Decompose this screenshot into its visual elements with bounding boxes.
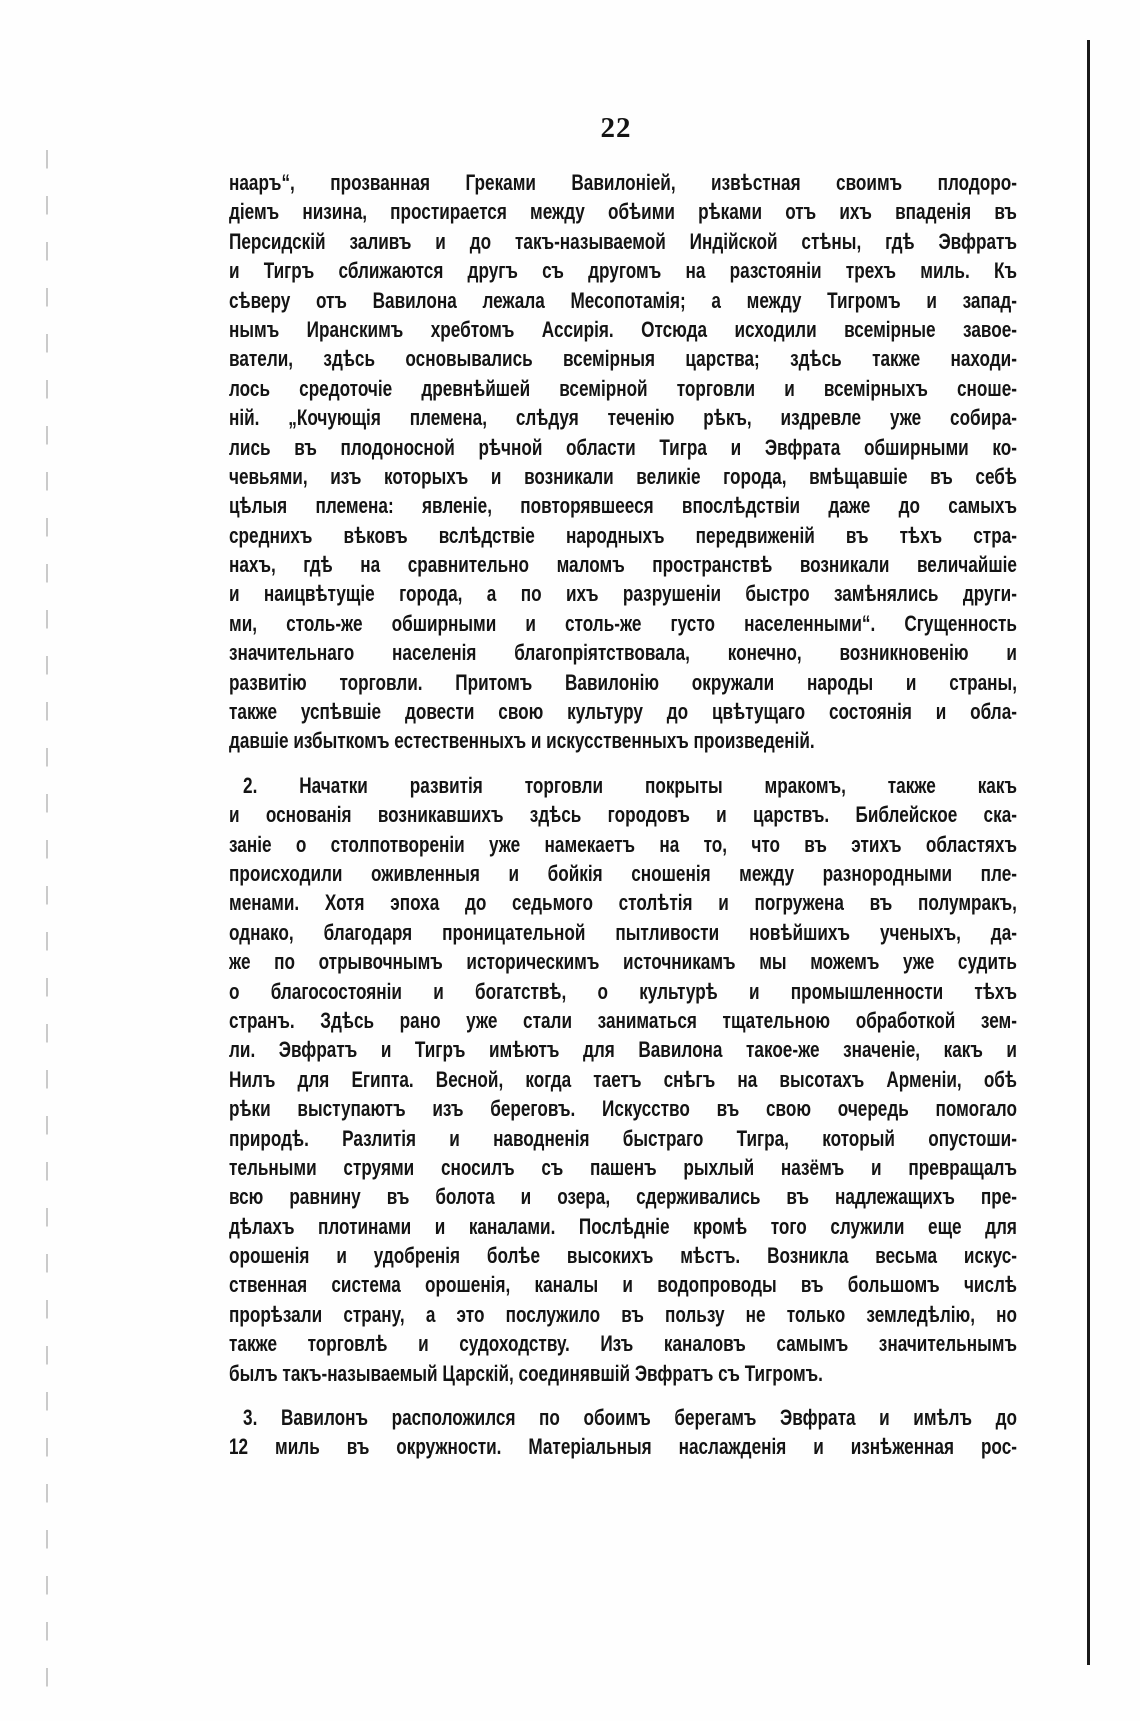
text-line: 2. Начатки развитія торговли покрыты мракомъ, также какъ: [243, 772, 1017, 798]
text-line: нааръ“, прозванная Греками Вавилоніей, извѣстная своимъ плодоро-: [229, 170, 1017, 195]
text-line: ми, столь-же обширными и столь-же густо населенными“. Сгущенность: [229, 610, 1017, 636]
text-line: также торговлѣ и судоходству. Изъ каналовъ самымъ значительнымъ: [229, 1331, 1017, 1357]
body-text: [229, 168, 1017, 1462]
text-line: развитію торговли. Притомъ Вавилонію окружали народы и страны,: [229, 669, 1017, 695]
text-line: прорѣзали страну, а это послужило въ пользу не только земледѣлію, но: [229, 1301, 1017, 1327]
text-line: и основанія возникавшихъ здѣсь городовъ и царствъ. Библейское ска-: [229, 802, 1017, 828]
text-line: былъ такъ-называемый Царскій, соединявшій Эвфратъ съ Тигромъ.: [229, 1360, 823, 1386]
text-line: однако, благодаря проницательной пытливости новѣйшихъ ученыхъ, да-: [229, 919, 1017, 945]
text-line: и наицвѣтущіе города, а по ихъ разрушеніи быстро замѣнялись други-: [229, 581, 1017, 607]
text-line: 12 миль въ окружности. Матеріальныя наслажденія и изнѣженная рос-: [229, 1434, 1017, 1460]
paragraph-3: [229, 1403, 1017, 1462]
text-line: менами. Хотя эпоха до седьмого столѣтія и погружена въ полумракъ,: [229, 890, 1017, 916]
text-line: также успѣвшіе довести свою культуру до цвѣтущаго состоянія и обла-: [229, 699, 1017, 725]
paragraph-1: [229, 168, 1017, 756]
text-line: тельными струями сносилъ съ пашенъ рыхлый назёмъ и превращалъ: [229, 1154, 1017, 1180]
text-line: заніе о столпотвореніи уже намекаетъ на то, что въ этихъ областяхъ: [229, 831, 1017, 857]
text-line: нымъ Иранскимъ хребтомъ Ассирія. Отсюда исходили всемірные завое-: [229, 316, 1017, 342]
paragraph-2: [229, 771, 1017, 1388]
text-line: сѣверу отъ Вавилона лежала Месопотамія; а между Тигромъ и запад-: [229, 287, 1017, 313]
text-line: среднихъ вѣковъ вслѣдствіе народныхъ передвиженій въ тѣхъ стра-: [229, 522, 1017, 548]
text-line: ственная система орошенія, каналы и водопроводы въ большомъ числѣ: [229, 1272, 1017, 1298]
scan-edge-rule: [1087, 40, 1090, 1665]
paragraph-gap: [229, 1388, 1017, 1403]
text-line: же по отрывочнымъ историческимъ источникамъ мы можемъ уже судить: [229, 949, 1017, 975]
text-line: природѣ. Разлитія и наводненія быстраго Тигра, который опустоши-: [229, 1125, 1017, 1151]
text-line: и Тигръ сближаются другъ съ другомъ на разстояніи трехъ миль. Къ: [229, 258, 1017, 284]
text-line: цѣлыя племена: явленіе, повторявшееся впослѣдствіи даже до самыхъ: [229, 493, 1017, 519]
text-line: діемъ низина, простирается между обѣими рѣками отъ ихъ впаденія въ: [229, 199, 1017, 225]
text-line: ній. „Кочующія племена, слѣдуя теченію рѣкъ, издревле уже собира-: [229, 405, 1017, 431]
paragraph-gap: [229, 756, 1017, 771]
text-line: значительнаго населенія благопріятствовала, конечно, возникновенію и: [229, 640, 1017, 666]
text-line: Нилъ для Египта. Весной, когда таетъ снѣгъ на высотахъ Арменіи, обѣ: [229, 1066, 1017, 1092]
text-line: давшіе избыткомъ естественныхъ и искусственныхъ произведеній.: [229, 728, 815, 754]
text-line: ватели, здѣсь основывались всемірныя царства; здѣсь также находи-: [229, 346, 1017, 372]
text-line: 3. Вавилонъ расположился по обоимъ берегамъ Эвфрата и имѣлъ до: [243, 1405, 1017, 1431]
text-line: лись въ плодоносной рѣчной области Тигра и Эвфрата обширными ко-: [229, 434, 1017, 460]
text-line: дѣлахъ плотинами и каналами. Послѣдніе кромѣ того служили еще для: [229, 1213, 1017, 1239]
text-line: рѣки выступаютъ изъ береговъ. Искусство въ свою очередь помогало: [229, 1096, 1017, 1122]
text-line: чевьями, изъ которыхъ и возникали великіе города, вмѣщавшіе въ себѣ: [229, 463, 1017, 489]
text-line: странъ. Здѣсь рано уже стали заниматься тщательною обработкой зем-: [229, 1007, 1017, 1033]
text-line: происходили оживленныя и бойкія сношенія между разнородными пле-: [229, 860, 1017, 886]
text-line: Персидскій заливъ и до такъ-называемой Индійской стѣны, гдѣ Эвфратъ: [229, 228, 1017, 254]
text-line: нахъ, гдѣ на сравнительно маломъ пространствѣ возникали величайшіе: [229, 552, 1017, 578]
text-line: о благосостояніи и богатствѣ, о культурѣ и промышленности тѣхъ: [229, 978, 1017, 1004]
page-number: 22: [600, 112, 632, 144]
text-line: всю равнину въ болота и озера, сдерживались въ надлежащихъ пре-: [229, 1184, 1017, 1210]
scan-margin-dots: [46, 150, 48, 1690]
text-line: лось средоточіе древнѣйшей всемірной торговли и всемірныхъ сноше-: [229, 375, 1017, 401]
text-line: орошенія и удобренія болѣе высокихъ мѣстъ. Возникла весьма искус-: [229, 1243, 1017, 1269]
text-line: ли. Эвфратъ и Тигръ имѣютъ для Вавилона такое-же значеніе, какъ и: [229, 1037, 1017, 1063]
